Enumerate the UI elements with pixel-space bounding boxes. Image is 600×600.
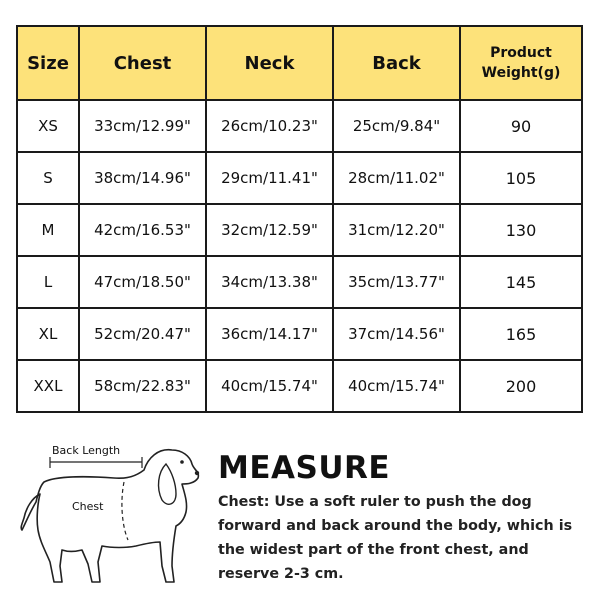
cell-weight: 200 xyxy=(460,360,582,412)
cell-back: 28cm/11.02" xyxy=(333,152,460,204)
header-weight xyxy=(460,26,582,100)
dog-outline-icon xyxy=(16,442,216,594)
cell-weight: 165 xyxy=(460,308,582,360)
table-row xyxy=(17,152,582,204)
measure-instructions: Chest: Use a soft ruler to push the dog forward and back around the body, which is the widest part of the front chest, and reserve 2-3 cm. xyxy=(218,494,573,582)
cell-back: 40cm/15.74" xyxy=(333,360,460,412)
header-size: Size xyxy=(17,26,79,100)
cell-weight: 145 xyxy=(460,256,582,308)
cell-back: 31cm/12.20" xyxy=(333,204,460,256)
header-weight-line1: Product xyxy=(490,45,552,61)
table-row xyxy=(17,204,582,256)
cell-size: L xyxy=(17,256,79,308)
cell-chest: 58cm/22.83" xyxy=(79,360,206,412)
cell-neck: 34cm/13.38" xyxy=(206,256,333,308)
table-row xyxy=(17,360,582,412)
table-row xyxy=(17,308,582,360)
chest-label: Chest xyxy=(72,500,104,513)
cell-neck: 40cm/15.74" xyxy=(206,360,333,412)
cell-neck: 32cm/12.59" xyxy=(206,204,333,256)
cell-neck: 36cm/14.17" xyxy=(206,308,333,360)
back-length-label: Back Length xyxy=(52,444,121,457)
cell-size: XXL xyxy=(17,360,79,412)
cell-back: 37cm/14.56" xyxy=(333,308,460,360)
cell-weight: 130 xyxy=(460,204,582,256)
cell-size: S xyxy=(17,152,79,204)
cell-back: 25cm/9.84" xyxy=(333,100,460,152)
size-chart-table xyxy=(16,25,583,413)
chest-line xyxy=(122,482,128,540)
cell-neck: 26cm/10.23" xyxy=(206,100,333,152)
cell-back: 35cm/13.77" xyxy=(333,256,460,308)
cell-neck: 29cm/11.41" xyxy=(206,152,333,204)
cell-weight: 90 xyxy=(460,100,582,152)
cell-chest: 52cm/20.47" xyxy=(79,308,206,360)
cell-size: XL xyxy=(17,308,79,360)
cell-size: XS xyxy=(17,100,79,152)
measure-title: MEASURE xyxy=(218,450,391,486)
cell-chest: 42cm/16.53" xyxy=(79,204,206,256)
cell-chest: 47cm/18.50" xyxy=(79,256,206,308)
cell-chest: 38cm/14.96" xyxy=(79,152,206,204)
header-back: Back xyxy=(333,26,460,100)
header-neck: Neck xyxy=(206,26,333,100)
table-row xyxy=(17,100,582,152)
dog-measure-illustration xyxy=(16,442,216,594)
cell-size: M xyxy=(17,204,79,256)
header-weight-line2: Weight(g) xyxy=(481,65,561,81)
cell-chest: 33cm/12.99" xyxy=(79,100,206,152)
cell-weight: 105 xyxy=(460,152,582,204)
table-header-row xyxy=(17,26,582,100)
table-row xyxy=(17,256,582,308)
header-chest: Chest xyxy=(79,26,206,100)
